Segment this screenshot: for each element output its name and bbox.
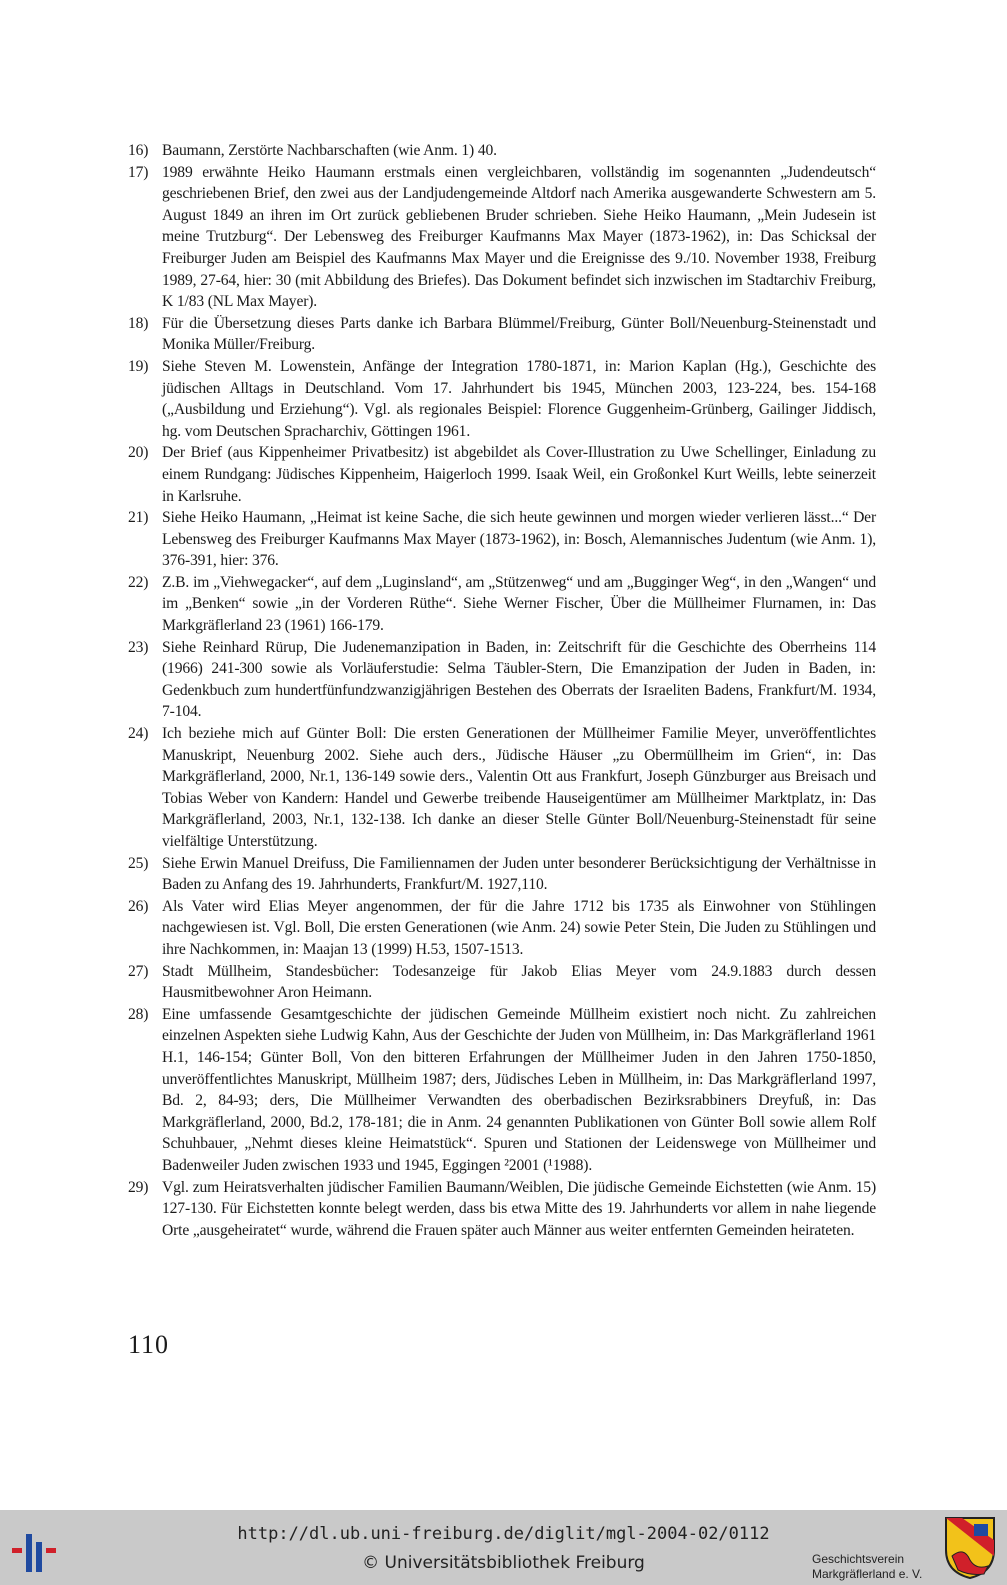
footnote-number: 26)	[128, 897, 149, 915]
footnote-number: 18)	[128, 314, 149, 332]
footnote-item	[128, 313, 876, 356]
footnote-item	[128, 442, 876, 507]
footnote-number: 24)	[128, 725, 149, 743]
page-number: 110	[128, 1330, 170, 1359]
footnote-text: Für die Übersetzung dieses Parts danke ich Barbara Blümmel/Freiburg, Günter Boll/Neuenburg-Steinenstadt und Monika Müller/Freiburg.	[162, 314, 876, 354]
footnote-item	[128, 637, 876, 723]
footnote-item	[128, 853, 876, 896]
footnote-text: Baumann, Zerstörte Nachbarschaften (wie Anm. 1) 40.	[162, 142, 497, 159]
footnote-text: 1989 erwähnte Heiko Haumann erstmals einen vergleichbaren, vollständig im sogenannten „Judendeutsch“ geschriebenen Brief, den zwei aus der Landjudengemeinde Altdorf nach Amerika ausgewanderte Schwestern am 5. August 1849 an ihren im Ort zurück gebliebenen Bruder schrieben. Siehe Heiko Haumann, „Mein Judesein ist meine Trutzburg“. Der Lebensweg des Freiburger Kaufmanns Max Mayer (1873-1962), in: Das Schicksal der Freiburger Juden am Beispiel des Kaufmanns Max Mayer und die Ereignisse des 9./10. November 1938, Freiburg 1989, 27-64, hier: 30 (mit Abbildung des Briefes). Das Dokument befindet sich inzwischen im Stadtarchiv Freiburg, K 1/83 (NL Max Mayer).	[162, 163, 876, 311]
copyright-notice: © Universitätsbibliothek Freiburg	[362, 1553, 645, 1573]
footnote-item	[128, 140, 876, 162]
footnote-text: Vgl. zum Heiratsverhalten jüdischer Familien Baumann/Weiblen, Die jüdische Gemeinde Eichstetten (wie Anm. 15) 127-130. Für Eichstetten konnte belegt werden, dass bis etwa Mitte des 19. Jahrhunderts vor allem in nahe liegende Orte „ausgeheiratet“ wurde, während die Frauen später auch Männer aus weiter entfernten Gemeinden heirateten.	[162, 1178, 876, 1239]
coat-of-arms-icon[interactable]	[944, 1516, 996, 1580]
footnote-item	[128, 896, 876, 961]
footnote-number: 29)	[128, 1178, 149, 1196]
footnote-item	[128, 572, 876, 637]
society-name-line2: Markgräflerland e. V.	[812, 1567, 923, 1581]
footnote-item	[128, 1177, 876, 1242]
footnote-text: Stadt Müllheim, Standesbücher: Todesanzeige für Jakob Elias Meyer vom 24.9.1883 durch dessen Hausmitbewohner Aron Heimann.	[162, 962, 876, 1002]
footnote-text: Eine umfassende Gesamtgeschichte der jüdischen Gemeinde Müllheim existiert noch nicht. Zu zahlreichen einzelnen Aspekten siehe Ludwig Kahn, Aus der Geschichte der Juden von Müllheim, in: Das Markgräflerland 1961 H.1, 146-154; Günter Boll, Von den bitteren Erfahrungen der Müllheimer Juden in den Jahren 1750-1850, unveröffentlichtes Manuskript, Müllheim 1987; ders, Jüdisches Leben in Müllheim, in: Das Markgräflerland 1997, Bd. 2, 84-93; ders, Die Müllheimer Verwandten des oberbadischen Bezirksrabbiners Dreyfuß, in: Das Markgräflerland, 2000, Bd.2, 178-181; die in Anm. 24 genannten Publikationen von Günter Boll sowie allem Rolf Schuhbauer, „Nehmt dieses kleine Heimatstück“. Spuren und Stationen der Leidenswege von Müllheimer und Badenweiler Juden zwischen 1933 und 1945, Eggingen ²2001 (¹1988).	[162, 1005, 876, 1174]
viewer-footer	[0, 1510, 1007, 1585]
footnote-item	[128, 162, 876, 313]
footnote-number: 19)	[128, 357, 149, 375]
footnote-item	[128, 961, 876, 1004]
footnote-number: 28)	[128, 1005, 149, 1023]
footnote-text: Ich beziehe mich auf Günter Boll: Die ersten Generationen der Müllheimer Familie Meyer, unveröffentlichtes Manuskript, Neuenburg 2002. Siehe auch ders., Jüdische Häuser „zu Obermüllheim im Grien“, in: Das Markgräflerland, 2000, Nr.1, 136-149 sowie ders., Valentin Ott aus Frankfurt, Joseph Günzburger aus Breisach und Tobias Weber von Kandern: Handel und Gewerbe treibende Hauseigentümer am Müllheimer Marktplatz, in: Das Markgräflerland, 2003, Nr.1, 132-138. Ich danke an dieser Stelle Günter Boll/Neuenburg-Steinenstadt für seine vielfältige Unterstützung.	[162, 725, 876, 850]
footnote-number: 17)	[128, 163, 149, 181]
footnote-item	[128, 1004, 876, 1177]
footnote-text: Siehe Steven M. Lowenstein, Anfänge der Integration 1780-1871, in: Marion Kaplan (Hg.), Geschichte des jüdischen Alltags in Deutschland. Vom 17. Jahrhundert bis 1945, München 2003, 123-224, bes. 154-168 („Ausbildung und Erziehung“). Vgl. als regionales Beispiel: Florence Guggenheim-Grünberg, Gailinger Jiddisch, hg. vom Deutschen Spracharchiv, Göttingen 1961.	[162, 357, 876, 440]
footnote-number: 22)	[128, 573, 149, 591]
society-name	[812, 1552, 936, 1582]
footnote-number: 20)	[128, 444, 149, 462]
footnote-text: Siehe Reinhard Rürup, Die Judenemanzipation in Baden, in: Zeitschrift für die Geschichte des Oberrheins 114 (1966) 241-300 sowie als Vorläuferstudie: Selma Täubler-Stern, Die Emanzipation der Juden in Baden, in: Gedenkbuch zum hundertfünfundzwanzigjährigen Bestehen des Oberrats der Israeliten Badens, Frankfurt/M. 1934, 7-104.	[162, 638, 876, 721]
footnote-number: 23)	[128, 638, 149, 656]
footnote-item	[128, 723, 876, 853]
footnote-text: Als Vater wird Elias Meyer angenommen, der für die Jahre 1712 bis 1735 als Einwohner von Stühlingen nachgewiesen ist. Vgl. Boll, Die ersten Generationen (wie Anm. 24) sowie Peter Stein, Die Juden zu Stühlingen und ihre Nachkommen, in: Maajan 13 (1999) H.53, 1507-1513.	[162, 897, 876, 958]
footnotes-list	[128, 140, 876, 1241]
footnote-text: Der Brief (aus Kippenheimer Privatbesitz) ist abgebildet als Cover-Illustration zu Uwe Schellinger, Einladung zu einem Rundgang: Jüdisches Kippenheim, Haigerloch 1999. Isaak Weil, ein Großonkel Kurt Weills, lebte seinerzeit in Karlsruhe.	[162, 444, 876, 505]
footnote-number: 27)	[128, 962, 149, 980]
footnote-text: Z.B. im „Viehwegacker“, auf dem „Luginsland“, am „Stützenweg“ und am „Bugginger Weg“, in den „Wangen“ und im „Benken“ sowie „in der Vorderen Rüthe“. Siehe Werner Fischer, Über die Müllheimer Flurnamen, in: Das Markgräflerland 23 (1961) 166-179.	[162, 573, 876, 635]
footnote-text: Siehe Heiko Haumann, „Heimat ist keine Sache, die sich heute gewinnen und morgen wieder verlieren lässt...“ Der Lebensweg des Freiburger Kaufmanns Max Mayer (1873-1962), in: Bosch, Alemannisches Judentum (wie Anm. 1), 376-391, hier: 376.	[162, 509, 876, 570]
footnote-item	[128, 507, 876, 572]
footnote-number: 25)	[128, 854, 149, 872]
footnote-number: 16)	[128, 142, 149, 159]
society-name-line1: Geschichtsverein	[812, 1552, 905, 1566]
footnote-text: Siehe Erwin Manuel Dreifuss, Die Familiennamen der Juden unter besonderer Berücksichtigung der Verhältnisse in Baden zu Anfang des 19. Jahrhunderts, Frankfurt/M. 1927,110.	[162, 854, 876, 894]
footnote-number: 21)	[128, 509, 149, 527]
citation-url-link[interactable]: http://dl.ub.uni-freiburg.de/diglit/mgl-2004-02/0112	[237, 1524, 770, 1544]
footnote-item	[128, 356, 876, 442]
